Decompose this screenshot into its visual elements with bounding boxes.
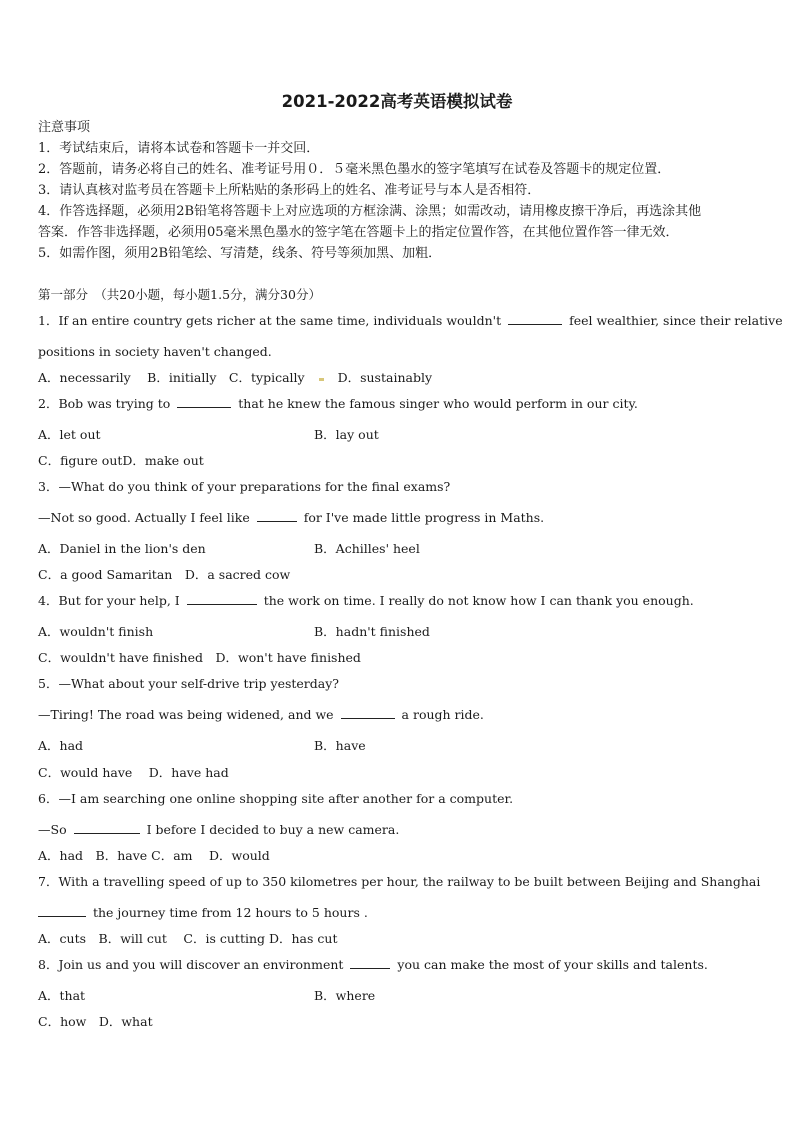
question-5-option-b: B．have	[314, 738, 366, 753]
answer-blank	[257, 509, 297, 522]
notes-heading: 注意事项	[38, 120, 91, 135]
answer-blank	[341, 706, 395, 719]
question-1-options	[38, 369, 432, 387]
stem-text: for I've made little progress in Maths.	[303, 510, 545, 525]
option-text: D．sustainably	[337, 370, 433, 385]
stem-text: I before I decided to buy a new camera.	[146, 822, 400, 837]
question-7-stem-cont	[38, 904, 368, 922]
question-4-stem	[38, 592, 694, 610]
question-7-options: A．cuts B．will cut C．is cutting D．has cut	[38, 931, 338, 946]
question-2-option-a: A．let out	[38, 427, 101, 442]
stem-text: —Not so good. Actually I feel like	[38, 510, 250, 525]
notes-item: 1．考试结束后，请将本试卷和答题卡一并交回．	[38, 141, 320, 156]
page-title: 2021-2022高考英语模拟试卷	[281, 92, 513, 111]
question-5-reply	[38, 706, 484, 724]
answer-blank	[350, 956, 390, 969]
question-7-stem: 7．With a travelling speed of up to 350 kilometres per hour, the railway to be built between Beijing and Shanghai	[38, 874, 761, 889]
answer-blank	[38, 904, 86, 917]
question-4-option-cd: C．wouldn't have finished D．won't have finished	[38, 650, 361, 665]
question-8-option-cd: C．how D．what	[38, 1014, 153, 1029]
answer-blank	[74, 821, 140, 834]
question-6-reply	[38, 821, 399, 839]
question-3-option-cd: C．a good Samaritan D．a sacred cow	[38, 567, 291, 582]
question-5-stem: 5．—What about your self-drive trip yesterday?	[38, 676, 339, 691]
stem-text: a rough ride.	[401, 707, 484, 722]
answer-blank	[187, 592, 257, 605]
notes-item: 2．答题前，请务必将自己的姓名、准考证号用０．５毫米黑色墨水的签字笔填写在试卷及答题卡的规定位置．	[38, 162, 671, 177]
question-5-option-a: A．had	[38, 738, 84, 753]
notes-item: 5．如需作图，须用2B铅笔绘、写清楚，线条、符号等须加黑、加粗．	[38, 246, 442, 261]
notes-item: 答案．作答非选择题，必须用05毫米黑色墨水的签字笔在答题卡上的指定位置作答，在其他位置作答一律无效．	[38, 225, 679, 240]
question-1-stem	[38, 312, 783, 330]
stem-text: 4．But for your help, I	[38, 593, 180, 608]
stem-text: that he knew the famous singer who would perform in our city.	[238, 396, 638, 411]
question-3-reply	[38, 509, 544, 527]
stem-text: —Tiring! The road was being widened, and we	[38, 707, 334, 722]
stem-text: feel wealthier, since their relative	[569, 313, 783, 328]
section-heading: 第一部分 （共20小题，每小题1.5分，满分30分）	[38, 287, 321, 302]
stem-text: 8．Join us and you will discover an environment	[38, 957, 344, 972]
stem-text: you can make the most of your skills and talents.	[397, 957, 708, 972]
question-4-option-a: A．wouldn't finish	[38, 624, 154, 639]
notes-item: 4．作答选择题，必须用2B铅笔将答题卡上对应选项的方框涂满、涂黑；如需改动，请用橡皮擦干净后，再选涂其他	[38, 204, 702, 219]
question-2-stem	[38, 395, 638, 413]
question-6-options: A．had B．have C．am D．would	[38, 848, 270, 863]
question-3-stem: 3．—What do you think of your preparations for the final exams?	[38, 479, 451, 494]
question-8-stem	[38, 956, 708, 974]
question-3-option-b: B．Achilles' heel	[314, 541, 420, 556]
answer-blank	[508, 312, 562, 325]
question-4-option-b: B．hadn't finished	[314, 624, 430, 639]
stem-text: the journey time from 12 hours to 5 hours .	[92, 905, 368, 920]
stem-text: 2．Bob was trying to	[38, 396, 171, 411]
stem-text: the work on time. I really do not know how I can thank you enough.	[263, 593, 694, 608]
question-6-stem: 6．—I am searching one online shopping site after another for a computer.	[38, 791, 514, 806]
question-5-option-cd: C．would have D．have had	[38, 765, 229, 780]
question-3-option-a: A．Daniel in the lion's den	[38, 541, 206, 556]
answer-blank	[177, 395, 231, 408]
question-8-option-b: B．where	[314, 988, 376, 1003]
stem-text: 1．If an entire country gets richer at the same time, individuals wouldn't	[38, 313, 502, 328]
question-2-option-b: B．lay out	[314, 427, 379, 442]
question-8-option-a: A．that	[38, 988, 86, 1003]
notes-item: 3．请认真核对监考员在答题卡上所粘贴的条形码上的姓名、准考证号与本人是否相符．	[38, 183, 541, 198]
question-1-stem-cont: positions in society haven't changed.	[38, 344, 272, 359]
question-2-option-cd: C．figure outD．make out	[38, 453, 204, 468]
option-text: A．necessarily B．initially C．typically	[38, 370, 305, 385]
mark-dot	[319, 378, 324, 381]
stem-text: —So	[38, 822, 67, 837]
